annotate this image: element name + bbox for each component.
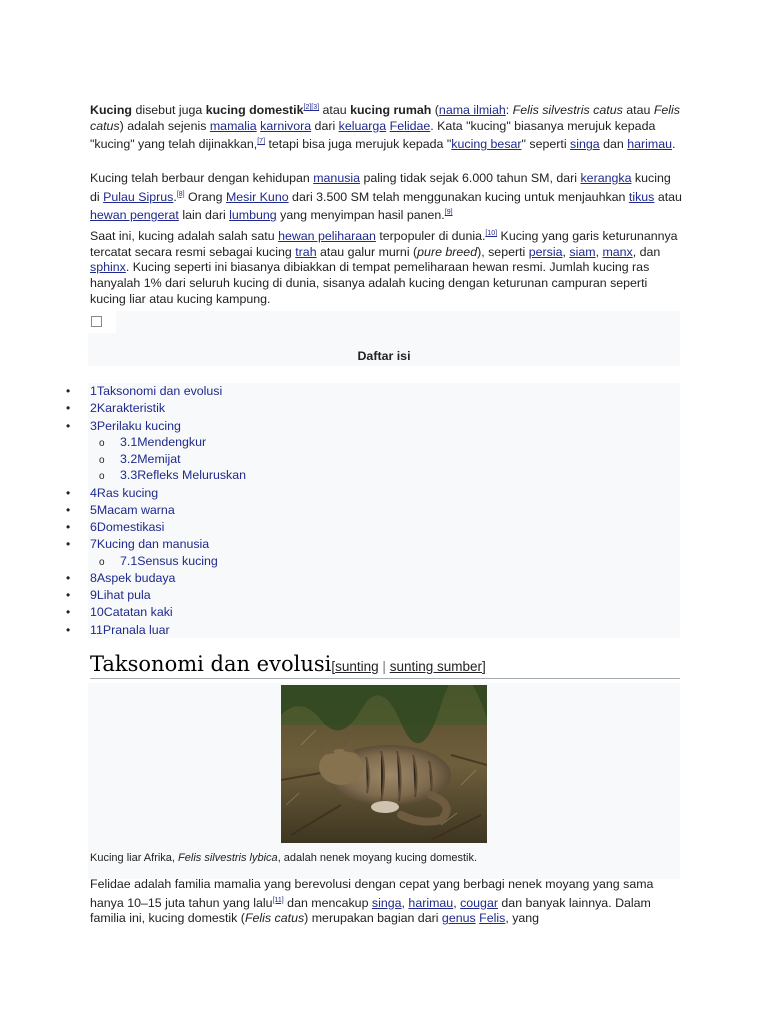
toc-item-label[interactable]: Domestikasi [96,520,165,534]
toc-bullet: • [66,401,71,415]
toc-item[interactable] [90,418,181,435]
toc-item-number: 7 [90,537,97,551]
toc-item-label[interactable]: Macam warna [96,503,175,517]
bold-term-kucing-rumah: kucing rumah [350,103,432,118]
toc-bullet: • [66,588,71,602]
toc-item[interactable] [90,587,151,604]
intro-paragraph-1: Kucing disebut juga kucing domestik[2][3] atau kucing rumah (nama ilmiah: Felis silvestris catus atau Felis catus) adalah sejenis mamalia karnivora dari keluarga Felidae. Kata "kucing" biasanya merujuk kepada "kucing" yang telah dijinakkan,[7] tetapi bisa juga merujuk kepada "kucing besar" seperti singa dan harimau. [90,103,680,152]
link-hewan-peliharaan[interactable]: hewan peliharaan [278,229,376,244]
toc-bullet: • [66,537,71,551]
toc-bullet: • [66,486,71,500]
toc-item[interactable] [120,553,218,570]
toc-item-number: 1 [90,384,97,398]
toc-bullet: • [66,623,71,637]
toc-item[interactable] [90,502,175,519]
link-kucing-besar[interactable]: kucing besar [451,137,522,152]
reference-link[interactable]: [10] [485,230,498,237]
toc-item-label[interactable]: Ras kucing [96,486,159,500]
toc-item-label[interactable]: Karakteristik [96,401,166,415]
toc-item-number: 2 [90,401,97,415]
link-manusia[interactable]: manusia [313,171,361,185]
toc-item-number: 6 [90,520,97,534]
toc-item-number: 3.3 [120,468,138,482]
link-trah[interactable]: trah [295,244,317,259]
toc-item-label[interactable]: Kucing dan manusia [96,537,210,551]
link-genus[interactable]: genus [441,911,476,926]
toc-item-number: 4 [90,486,97,500]
toc-item-label[interactable]: Aspek budaya [96,571,176,585]
link-singa[interactable]: singa [371,895,402,910]
reference-link[interactable]: [2][3] [303,104,320,111]
toc-toggle-checkbox[interactable] [91,316,102,327]
toc-item-label[interactable]: Refleks Meluruskan [137,468,247,482]
link-tikus[interactable]: tikus [628,189,655,204]
toc-item[interactable] [90,400,165,417]
toc-item-number: 3.2 [120,452,138,466]
bold-term-kucing: Kucing [90,103,132,118]
toc-item[interactable] [120,467,246,484]
link-felis[interactable]: Felis [479,911,506,926]
link-felidae[interactable]: Felidae [389,118,431,133]
toc-item-number: 3.1 [120,435,138,449]
link-singa[interactable]: singa [570,137,600,152]
toc-item[interactable] [90,604,173,621]
toc-bullet: • [66,384,71,398]
toc-item-label[interactable]: Memijat [137,452,181,466]
link-siam[interactable]: siam [569,244,596,259]
link-kerangka[interactable]: kerangka [580,171,632,185]
link-lumbung[interactable]: lumbung [229,208,277,223]
link-sphinx[interactable]: sphinx [90,260,126,275]
link-pulau-siprus[interactable]: Pulau Siprus [103,189,174,204]
toc-item-label[interactable]: Pranala luar [102,623,170,637]
reference-link[interactable]: [11] [272,896,284,904]
intro-paragraph-2: Kucing telah berbaur dengan kehidupan manusia paling tidak sejak 6.000 tahun SM, dari kerangka kucing di Pulau Siprus.[8] Orang Mesir Kuno dari 3.500 SM telah menggunakan kucing untuk menjauhkan tikus atau hewan pengerat lain dari lumbung yang menyimpan hasil panen.[9] [90,171,682,223]
link-harimau[interactable]: harimau [408,895,454,910]
toc-item[interactable] [120,434,206,451]
toc-item-number: 8 [90,571,97,585]
toc-title: Daftar isi [357,349,411,363]
link-cougar[interactable]: cougar [460,895,498,910]
toc-item-number: 7.1 [120,554,138,568]
toc-sub-bullet: o [99,438,105,449]
evolution-paragraph: Felidae adalah familia mamalia yang berevolusi dengan cepat yang berbagi nenek moyang yang sama hanya 10–15 juta tahun yang lalu[11] dan mencakup singa, harimau, cougar dan banyak lainnya. Dalam familia ini, kucing domestik (Felis catus) merupakan bagian dari genus Felis, yang [90,877,654,926]
reference-link[interactable]: [7] [257,138,266,146]
toc-item-number: 5 [90,503,97,517]
reference-link[interactable]: [9] [444,209,453,217]
toc-bullet: • [66,571,71,585]
reference-link[interactable]: [8] [176,190,185,198]
intro-paragraph-3: Saat ini, kucing adalah salah satu hewan peliharaan terpopuler di dunia.[10] Kucing yang garis keturunannya tercatat secara resmi sebagai kucing trah atau galur murni (pure breed), seperti persia, siam, manx, dan sphinx. Kucing seperti ini biasanya dibiakkan di tempat pemeliharaan hewan resmi. Jumlah kucing ras hanyalah 1% dari seluruh kucing di dunia, sisanya adalah kucing dengan keturunan campuran seperti kucing liar atau kucing kampung. [90,229,678,306]
figure-caption: Kucing liar Afrika, Felis silvestris lybica, adalah nenek moyang kucing domestik. [90,852,478,864]
toc-item[interactable] [120,451,181,468]
link-mamalia[interactable]: mamalia [209,118,257,133]
toc-item-number: 10 [90,605,104,619]
toc-item[interactable] [90,519,164,536]
toc-item-number: 11 [90,623,103,637]
toc-item-label[interactable]: Catatan kaki [103,605,173,619]
toc-item[interactable] [90,485,158,502]
toc-item[interactable] [90,622,170,639]
toc-item-label[interactable]: Taksonomi dan evolusi [96,384,223,398]
toc-bullet: • [66,520,71,534]
link-harimau[interactable]: harimau [627,137,672,152]
bold-term-kucing-domestik: kucing domestik [205,103,304,118]
toc-item-label[interactable]: Sensus kucing [137,554,218,568]
toc-bullet: • [66,503,71,517]
edit-source-link[interactable]: sunting sumber [389,659,482,674]
toc-sub-bullet: o [99,455,105,466]
section-title: Taksonomi dan evolusi [90,652,332,676]
toc-item[interactable] [90,536,209,553]
edit-link[interactable]: sunting [335,659,379,674]
toc-item-number: 9 [90,588,97,602]
toc-sub-bullet: o [99,557,105,568]
link-mesir-kuno[interactable]: Mesir Kuno [225,189,289,204]
toc-item-number: 3 [90,419,97,433]
toc-item[interactable] [90,570,175,587]
link-karnivora[interactable]: karnivora [260,118,312,133]
toc-item-label[interactable]: Lihat pula [96,588,151,602]
link-keluarga[interactable]: keluarga [338,118,387,133]
section-heading: Taksonomi dan evolusi[sunting | sunting sumber] [90,652,680,679]
wildcat-photo[interactable] [281,685,487,843]
toc-bullet: • [66,605,71,619]
toc-sub-bullet: o [99,471,105,482]
link-hewan-pengerat[interactable]: hewan pengerat [90,208,179,223]
link-nama-ilmiah[interactable]: nama ilmiah [438,103,506,118]
toc-item-label[interactable]: Perilaku kucing [96,419,181,433]
toc-item-label[interactable]: Mendengkur [137,435,207,449]
link-manx[interactable]: manx [602,244,633,259]
toc-item[interactable] [90,383,222,400]
link-persia[interactable]: persia [528,244,563,259]
toc-bullet: • [66,419,71,433]
